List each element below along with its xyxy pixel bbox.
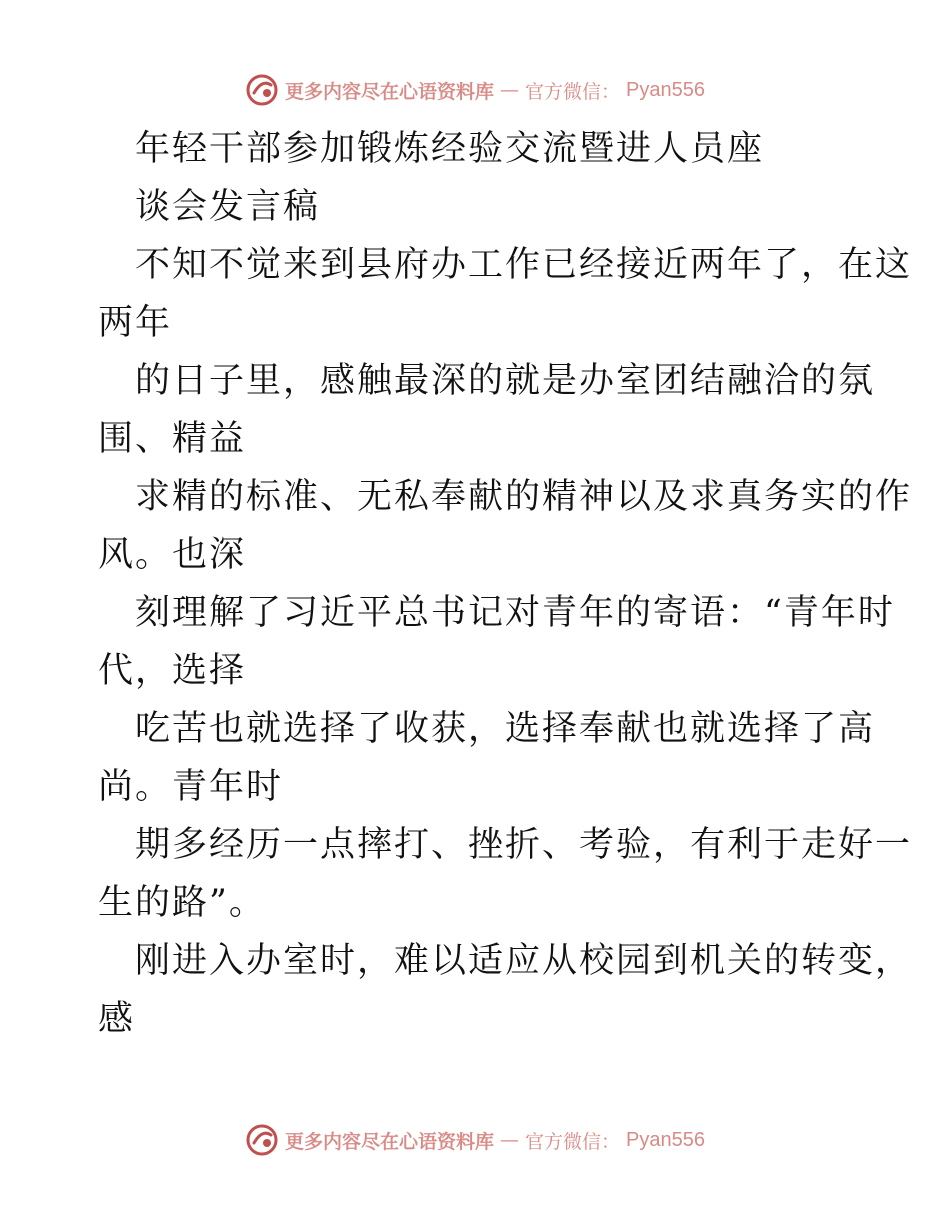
text-line: 求精的标准、无私奉献的精神以及求真务实的作 [135,477,913,517]
text-line: 不知不觉来到县府办工作已经接近两年了，在这 [135,245,913,285]
text-line: 风。也深 [98,535,247,575]
text-line: 围、精益 [98,419,247,459]
text-line: 吃苦也就选择了收获，选择奉献也就选择了高 [135,709,876,749]
document-body [98,120,913,1048]
watermark-label: 官方微信： [525,80,621,103]
text-line: 刚进入办室时，难以适应从校园到机关的转变， [135,941,913,981]
watermark-logo-icon [245,73,279,107]
text-line: 感 [98,999,136,1039]
document-title-line-2: 谈会发言稿 [135,187,321,227]
watermark-brand: 更多内容尽在心语资料库 [285,80,495,103]
text-line: 尚。青年时 [98,767,284,807]
watermark-wechat-id: Pyan556 [626,78,705,101]
header-watermark [0,70,950,110]
text-line: 期多经历一点摔打、挫折、考验，有利于走好一 [135,825,913,865]
watermark-separator: — [500,1129,520,1151]
text-line: 的日子里，感触最深的就是办室团结融洽的氛 [135,361,876,401]
document-title-line-1: 年轻干部参加锻炼经验交流暨进人员座 [135,129,765,169]
watermark-brand: 更多内容尽在心语资料库 [285,1130,495,1153]
watermark-wechat-id: Pyan556 [626,1128,705,1151]
text-line: 刻理解了习近平总书记对青年的寄语：“青年时 [135,593,895,633]
text-line: 生的路”。 [98,883,266,923]
footer-watermark [0,1120,950,1160]
watermark-separator: — [500,79,520,101]
watermark-label: 官方微信： [525,1130,621,1153]
text-line: 代，选择 [98,651,247,691]
watermark-logo-icon [245,1123,279,1157]
text-line: 两年 [98,303,173,343]
